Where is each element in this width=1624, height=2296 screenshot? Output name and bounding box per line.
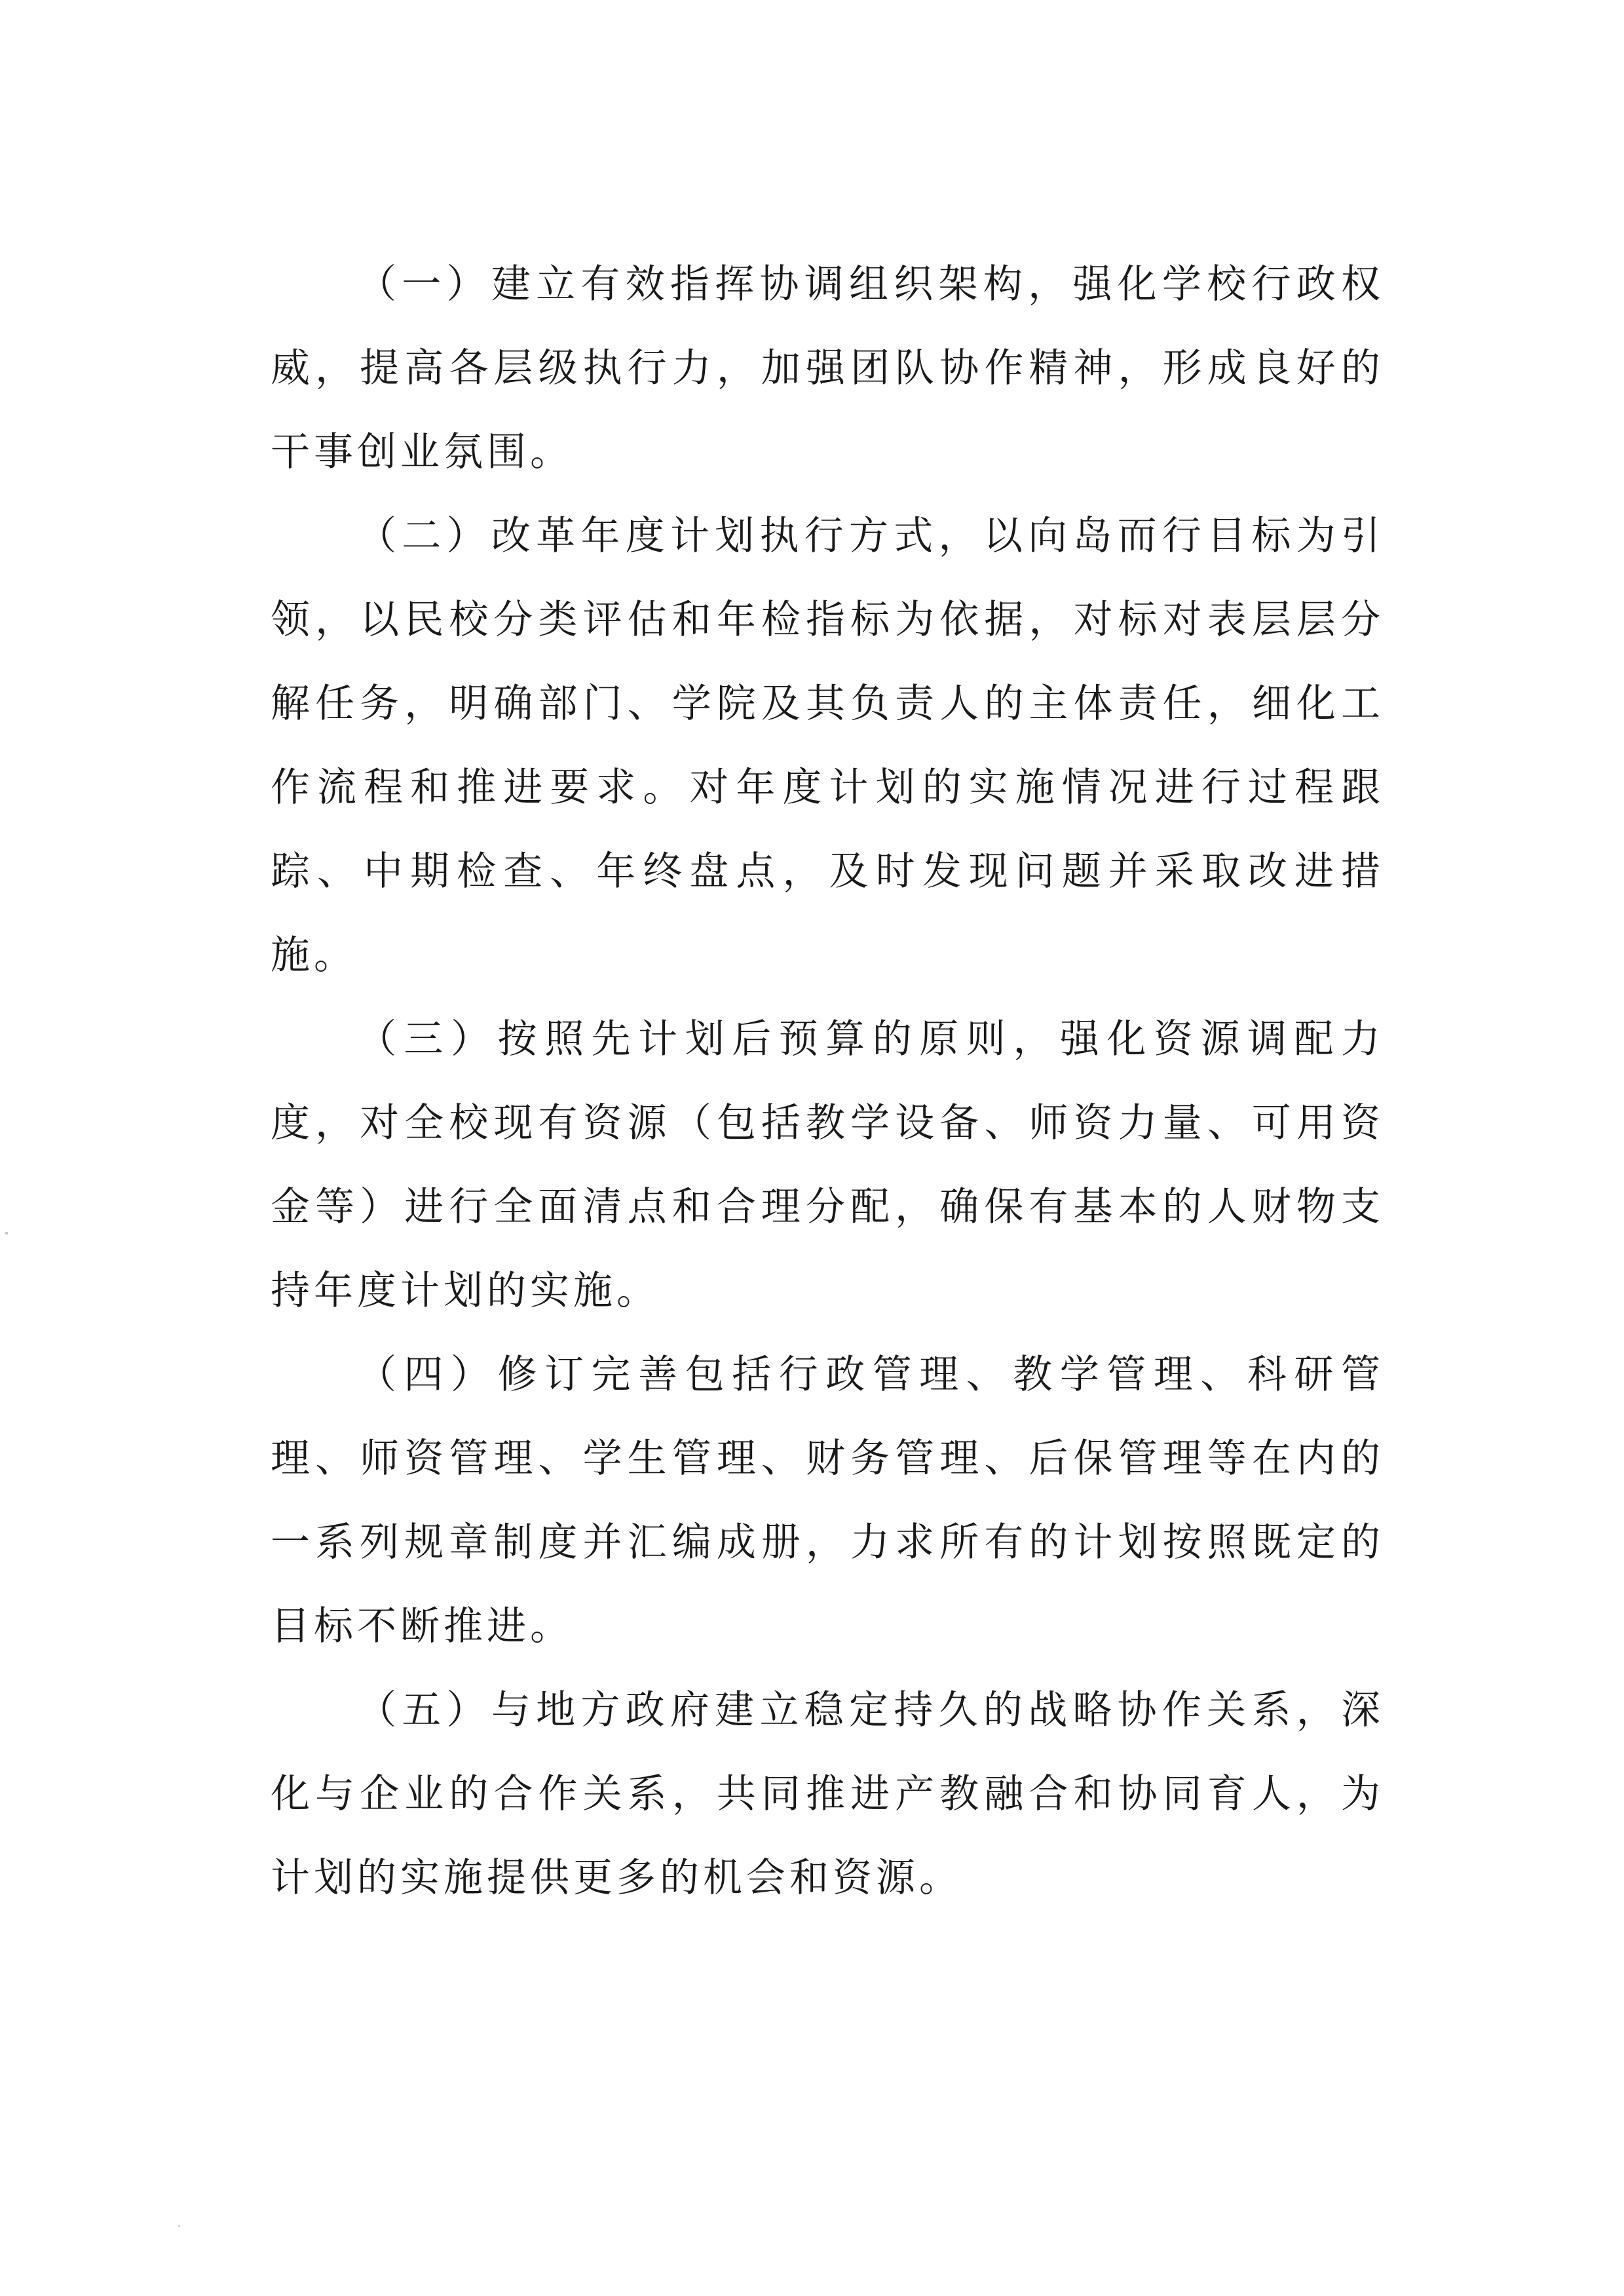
paragraph-1: （一）建立有效指挥协调组织架构，强化学校行政权威，提高各层级执行力，加强团队协作精神，形成良好的干事创业氛围。 — [271, 261, 1384, 475]
scan-speck-corner — [178, 2225, 180, 2227]
paragraph-2: （二）改革年度计划执行方式，以向岛而行目标为引领，以民校分类评估和年检指标为依据，对标对表层层分解任务，明确部门、学院及其负责人的主体责任，细化工作流程和推进要求。对年度计划的实施情况进行过程跟踪、中期检查、年终盘点，及时发现问题并采取改进措施。 — [271, 513, 1384, 978]
scan-speck — [5, 1232, 8, 1234]
paragraph-5: （五）与地方政府建立稳定持久的战略协作关系，深化与企业的合作关系，共同推进产教融合和协同育人，为计划的实施提供更多的机会和资源。 — [271, 1687, 1384, 1901]
paragraph-4: （四）修订完善包括行政管理、教学管理、科研管理、师资管理、学生管理、财务管理、后保管理等在内的一系列规章制度并汇编成册，力求所有的计划按照既定的目标不断推进。 — [271, 1352, 1384, 1649]
document-body — [271, 242, 1384, 1920]
paragraph-3: （三）按照先计划后预算的原则，强化资源调配力度，对全校现有资源（包括教学设备、师资力量、可用资金等）进行全面清点和合理分配，确保有基本的人财物支持年度计划的实施。 — [271, 1016, 1384, 1314]
